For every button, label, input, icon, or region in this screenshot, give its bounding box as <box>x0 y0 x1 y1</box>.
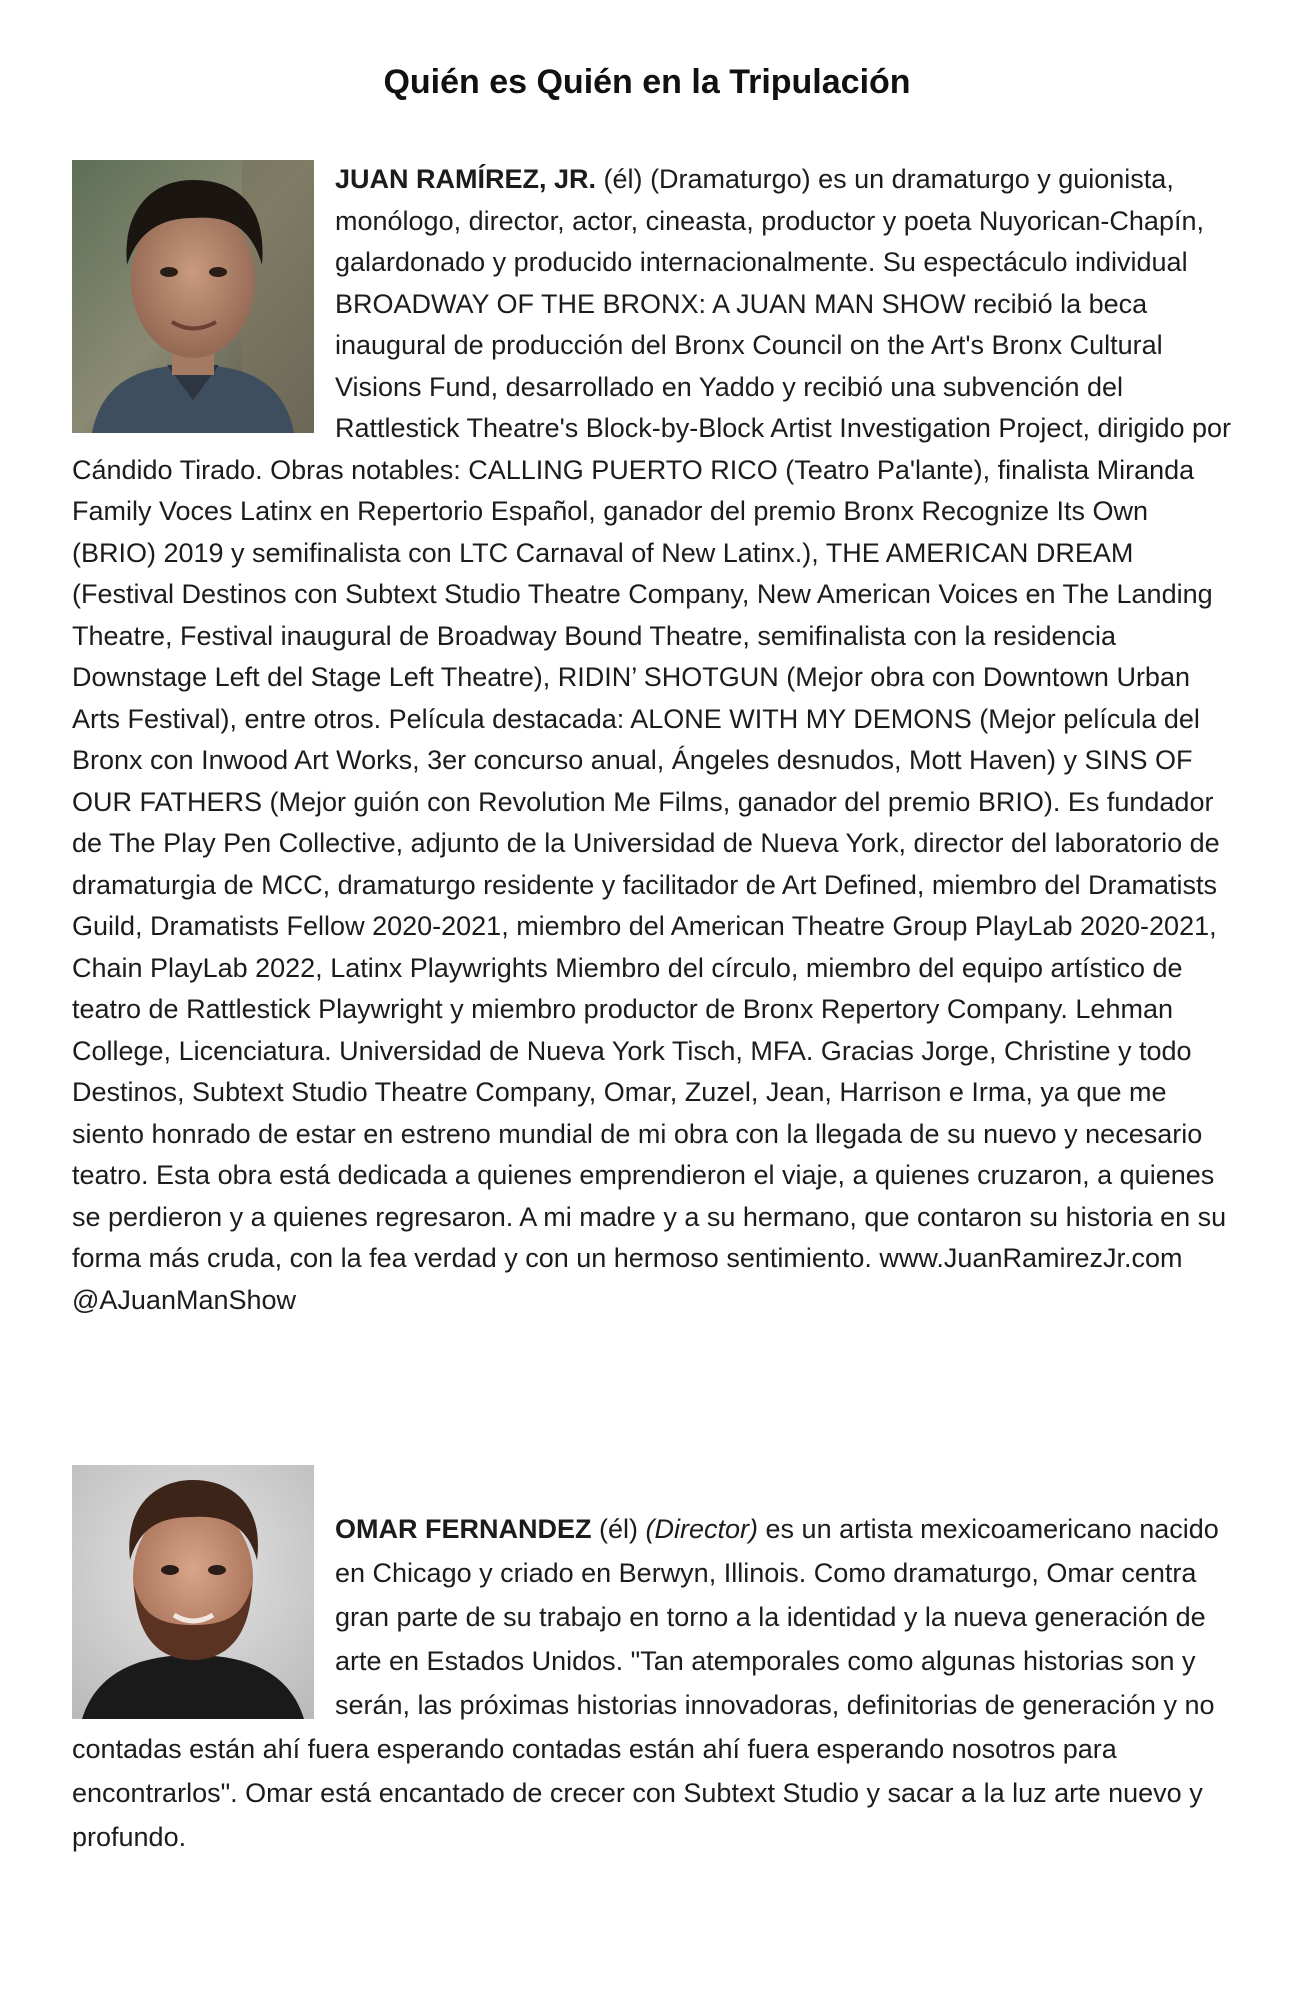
crew-pronoun: (él) <box>599 1514 639 1544</box>
crew-role: (Dramaturgo) <box>650 164 811 194</box>
page-title: Quién es Quién en la Tripulación <box>383 63 911 101</box>
crew-bio-text: es un dramaturgo y guionista, monólogo, director, actor, cineasta, productor y poeta Nuyorican-Chapín, galardonado y producido internacionalmente. Su espectáculo individual BROADWAY OF THE BRONX: A JUAN MAN SHOW recibió la beca inaugural de producción del Bronx Council on the Art's Bronx Cultural Visions Fund, desarrollado en Yaddo y recibió una subvención del Rattlestick Theatre's Block-by-Block Artist Investigation Project, dirigido por Cándido Tirado. Obras notables: CALLING PUERTO RICO (Teatro Pa'lante), finalista Miranda Family Voces Latinx en Repertorio Español, ganador del premio Bronx Recognize Its Own (BRIO) 2019 y semifinalista con LTC Carnaval of New Latinx.), THE AMERICAN DREAM (Festival Destinos con Subtext Studio Theatre Company, New American Voices en The Landing Theatre, Festival inaugural de Broadway Bound Theatre, semifinalista con la residencia Downstage Left del Stage Left Theatre), RIDIN’ SHOTGUN (Mejor obra con Downtown Urban Arts Festival), entre otros. Película destacada: ALONE WITH MY DEMONS (Mejor película del Bronx con Inwood Art Works, 3er concurso anual, Ángeles desnudos, Mott Haven) y SINS OF OUR FATHERS (Mejor guión con Revolution Me Films, ganador del premio BRIO). Es fundador de The Play Pen Collective, adjunto de la Universidad de Nueva York, director del laboratorio de dramaturgia de MCC, dramaturgo residente y facilitador de Art Defined, miembro del Dramatists Guild, Dramatists Fellow 2020-2021, miembro del American Theatre Group PlayLab 2020-2021, Chain PlayLab 2022, Latinx Playwrights Miembro del círculo, miembro del equipo artístico de teatro de Rattlestick Playwright y miembro productor de Bronx Repertory Company. Lehman College, Licenciatura. Universidad de Nueva York Tisch, MFA. Gracias Jorge, Christine y todo Destinos, Subtext Studio Theatre Company, Omar, Zuzel, Jean, Harrison e Irma, ya que me siento honrado de estar en estreno mundial de mi obra con la llegada de su nuevo y necesario teatro. Esta obra está dedicada a quienes emprendieron el viaje, a quienes cruzaron, a quienes se perdieron y a quienes regresaron. A mi madre y a su hermano, que contaron su historia en su forma más cruda, con la fea verdad y con un hermoso sentimiento. www.JuanRamirezJr.com @AJuanManShow <box>72 164 1232 1315</box>
crew-bio-juan-ramirez <box>72 159 1232 1321</box>
crew-bio-omar-fernandez <box>72 1507 1232 1859</box>
portrait-photo-juan-ramirez <box>72 160 314 433</box>
crew-name: JUAN RAMÍREZ, JR. <box>335 164 597 194</box>
crew-bio-text: es un artista mexicoamericano nacido en Chicago y criado en Berwyn, Illinois. Como dramaturgo, Omar centra gran parte de su trabajo en torno a la identidad y la nueva generación de arte en Estados Unidos. "Tan atemporales como algunas historias son y serán, las próximas historias innovadoras, definitorias de generación y no contadas están ahí fuera esperando contadas están ahí fuera esperando nosotros para encontrarlos". Omar está encantado de crecer con Subtext Studio y sacar a la luz arte nuevo y profundo. <box>72 1514 1219 1852</box>
crew-name: OMAR FERNANDEZ <box>335 1514 592 1544</box>
portrait-photo-icon <box>72 160 314 433</box>
crew-pronoun: (él) <box>603 164 643 194</box>
portrait-photo-icon <box>72 1465 314 1719</box>
crew-role: (Director) <box>645 1514 759 1544</box>
portrait-photo-omar-fernandez <box>72 1465 314 1719</box>
